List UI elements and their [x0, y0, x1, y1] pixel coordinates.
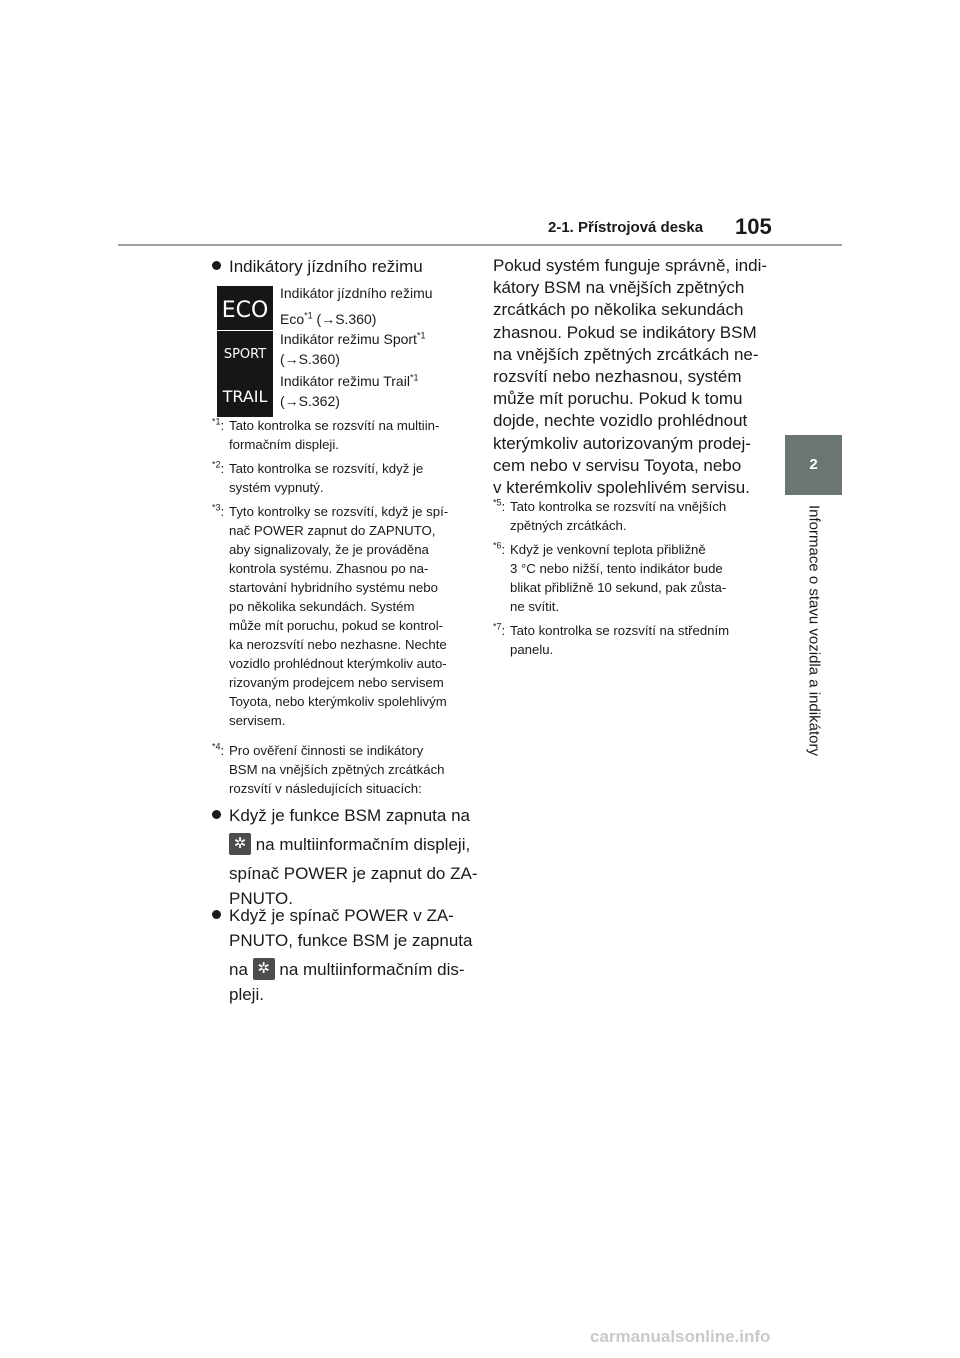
- bullet-icon: [212, 810, 221, 819]
- eco-indicator-desc: Indikátor jízdního režimu Eco$^{*1}$ (→S.360): [280, 285, 433, 327]
- bsm-bullet-2: Když je spínač POWER v ZA- PNUTO, funkce BSM je zapnuta na ✲ na multiinformačním dis- pleji.: [212, 905, 482, 1006]
- chapter-tab[interactable]: 2: [785, 435, 842, 495]
- trail-icon-text: TRAIL: [222, 387, 268, 406]
- section-title: 2-1. Přístrojová deska: [548, 219, 704, 236]
- bsm-bullet-1: Když je funkce BSM zapnuta na ✲ na multiinformačním displeji, spínač POWER je zapnut do ZA- PNUTO.: [212, 805, 482, 910]
- footnote-5: $^{*5}$: Tato kontrolka se rozsvítí na vnějších zpětných zrcátkách.: [493, 497, 727, 533]
- sport-icon-text: SPORT: [223, 347, 267, 362]
- trail-indicator-desc: Indikátor režimu Trail$^{*1}$ (→S.362): [280, 372, 419, 409]
- page-number: 105: [735, 214, 772, 239]
- footnote-2: $^{*2}$: Tato kontrolka se rozsvítí, když je systém vypnutý.: [212, 459, 424, 495]
- watermark: carmanualsonline.info: [590, 1327, 771, 1346]
- eco-icon-text: ECO: [221, 298, 269, 323]
- indicators-heading: Indikátory jízdního režimu: [212, 256, 423, 278]
- bullet-icon: [212, 910, 221, 919]
- trail-indicator-icon: [217, 373, 273, 417]
- footnote-1: $^{*1}$: Tato kontrolka se rozsvítí na multiin- formačním displeji.: [212, 416, 440, 452]
- footnote-4: $^{*4}$: Pro ověření činnosti se indikátory BSM na vnějších zpětných zrcátkách rozsvítí v následujících situacích:: [212, 741, 445, 796]
- footnote-6: $^{*6}$: Když je venkovní teplota přibližně 3 °C nebo nižší, tento indikátor bude blikat přibližně 10 sekund, pak zůsta- ne svítit.: [493, 540, 727, 614]
- chapter-title-vertical: [785, 505, 842, 765]
- chapter-title: Informace o stavu vozidla a indikátory: [805, 505, 822, 756]
- bsm-paragraph: Pokud systém funguje správně, indi- kátory BSM na vnějších zpětných zrcátkách po několika sekundách zhasnou. Pokud se indikátory BSM na vnějších zpětných zrcátkách ne- rozsvítí nebo nezhasnou, systém může mít poruchu. Pokud k tomu dojde, nechte vozidlo prohlédnout kterýmkoliv autorizovaným prodej- cem nebo v servisu Toyota, nebo v kterémkoliv spolehlivém servisu.: [493, 256, 768, 498]
- footnote-3: $^{*3}$: Tyto kontrolky se rozsvítí, když je spí- nač POWER zapnut do ZAPNUTO, aby signalizovaly, že je prováděna kontrola systému. Zhasnou po na- startování hybridního systému nebo po několika sekundách. Systém může mít poruchu, pokud se kontrol- ka nerozsvítí nebo nezhasne. Nechte vozidlo prohlédnout kterýmkoliv auto- rizovaným prodejcem nebo servisem Toyota, nebo kterýmkoliv spolehlivým servisem.: [212, 502, 449, 728]
- header-divider: [118, 244, 842, 246]
- eco-indicator-icon: [217, 286, 273, 330]
- settings-gear-icon: ✲: [253, 958, 275, 980]
- bullet-icon: [212, 261, 221, 270]
- footnote-7: $^{*7}$: Tato kontrolka se rozsvítí na středním panelu.: [493, 621, 730, 657]
- sport-indicator-icon: [217, 331, 273, 375]
- sport-indicator-desc: Indikátor režimu Sport$^{*1}$ (→S.360): [280, 330, 426, 367]
- settings-gear-icon: ✲: [229, 833, 251, 855]
